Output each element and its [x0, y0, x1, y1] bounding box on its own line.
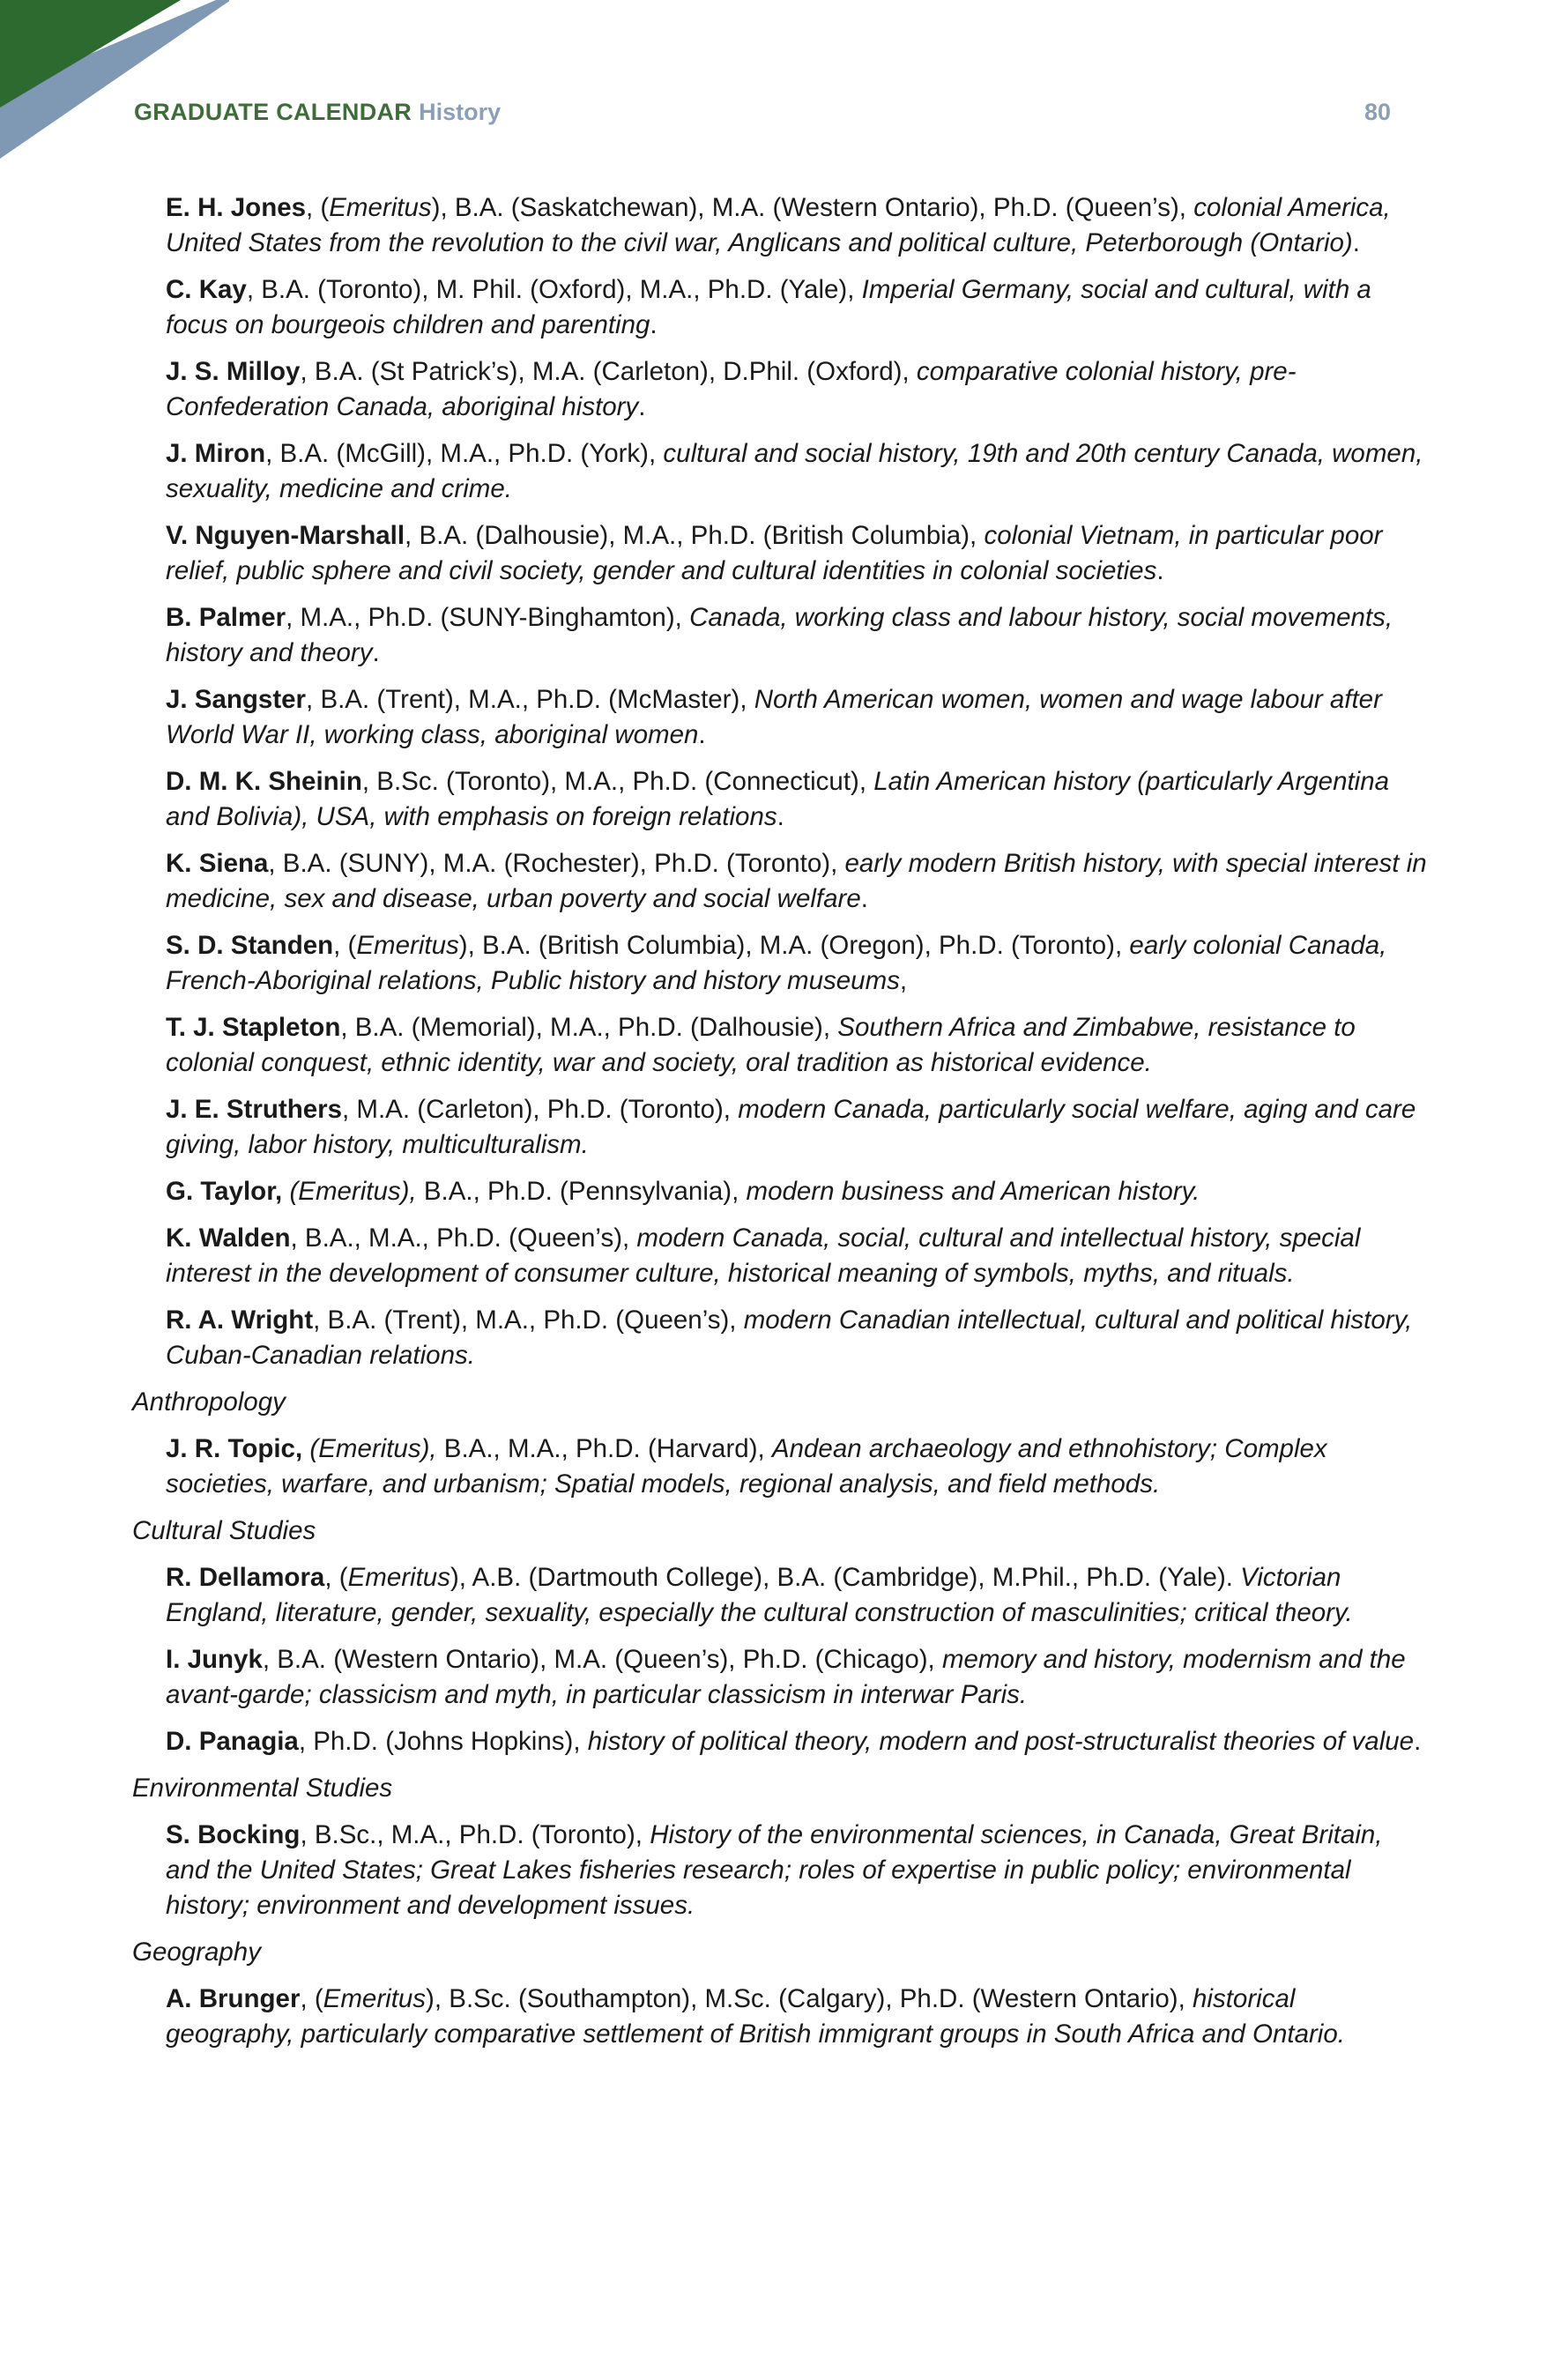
emeritus-label: Emeritus	[323, 1984, 427, 2013]
faculty-entry	[132, 1818, 1428, 1923]
research-interests: Canada, working class and labour history, social movements, history and theory	[166, 603, 1393, 667]
research-interests: early modern British history, with special interest in medicine, sex and disease, urban poverty and social welfare	[166, 849, 1427, 913]
research-interests: Latin American history (particularly Argentina and Bolivia), USA, with emphasis on foreign relations	[166, 767, 1390, 831]
emeritus-label: Emeritus	[356, 931, 459, 960]
research-interests: History of the environmental sciences, in Canada, Great Britain, and the United States; Great Lakes fisheries research; roles of expertise in public policy; environmental history; environment and development issues.	[166, 1820, 1383, 1920]
credentials-prefix: , (	[306, 193, 330, 222]
research-interests: Andean archaeology and ethnohistory; Complex societies, warfare, and urbanism; Spatial models, regional analysis, and field methods.	[166, 1434, 1327, 1499]
faculty-entry	[132, 272, 1428, 343]
faculty-name: V. Nguyen-Marshall	[166, 521, 405, 550]
faculty-name: I. Junyk	[166, 1645, 263, 1674]
research-interests: modern business and American history.	[746, 1177, 1200, 1206]
credentials: , B.A. (St Patrick’s), M.A. (Carleton), D.Phil. (Oxford),	[300, 357, 917, 386]
faculty-entry	[132, 436, 1428, 507]
credentials: , B.A. (Western Ontario), M.A. (Queen’s), Ph.D. (Chicago),	[262, 1645, 942, 1674]
faculty-name: B. Palmer	[166, 603, 286, 632]
research-interests: colonial America, United States from the revolution to the civil war, Anglicans and political culture, Peterborough (Ontario)	[166, 193, 1391, 257]
research-interests: historical geography, particularly comparative settlement of British immigrant groups in South Africa and Ontario.	[166, 1984, 1345, 2049]
faculty-entry	[132, 518, 1428, 589]
faculty-entry	[132, 1221, 1428, 1291]
credentials: , B.Sc., M.A., Ph.D. (Toronto),	[300, 1820, 650, 1849]
credentials: , B.A., M.A., Ph.D. (Queen’s),	[290, 1223, 637, 1253]
section-heading: Environmental Studies	[132, 1774, 393, 1803]
faculty-name: J. S. Milloy	[166, 357, 301, 386]
faculty-entry	[132, 190, 1428, 261]
faculty-entry	[132, 846, 1428, 917]
faculty-name: R. A. Wright	[166, 1305, 314, 1335]
credentials-prefix: , (	[300, 1984, 323, 2013]
research-interests: modern Canada, particularly social welfare, aging and care giving, labor history, multiculturalism.	[166, 1095, 1416, 1159]
faculty-entry	[132, 1642, 1428, 1713]
credentials: , B.A. (Trent), M.A., Ph.D. (Queen’s),	[313, 1305, 744, 1335]
faculty-name: T. J. Stapleton	[166, 1013, 341, 1042]
research-interests: modern Canada, social, cultural and intellectual history, special interest in the development of consumer culture, historical meaning of symbols, myths, and rituals.	[166, 1223, 1361, 1288]
faculty-entry	[132, 1432, 1428, 1502]
faculty-name: S. Bocking	[166, 1820, 301, 1849]
faculty-name: D. Panagia	[166, 1727, 299, 1756]
research-interests: early colonial Canada, French-Aboriginal relations, Public history and history museums	[166, 931, 1387, 995]
emeritus-label: Emeritus	[347, 1563, 450, 1592]
credentials: , M.A. (Carleton), Ph.D. (Toronto),	[342, 1095, 739, 1124]
credentials: , B.A. (Memorial), M.A., Ph.D. (Dalhousie),	[340, 1013, 838, 1042]
faculty-name: J. Miron	[166, 439, 266, 468]
research-interests: Southern Africa and Zimbabwe, resistance to colonial conquest, ethnic identity, war and society, oral tradition as historical evidence.	[166, 1013, 1356, 1077]
faculty-entry	[132, 1092, 1428, 1163]
faculty-entry	[132, 1560, 1428, 1631]
section-title: History	[419, 99, 502, 125]
page-number: 80	[1364, 99, 1391, 125]
faculty-entry	[132, 928, 1428, 999]
credentials: ), A.B. (Dartmouth College), B.A. (Cambridge), M.Phil., Ph.D. (Yale).	[450, 1563, 1241, 1592]
entry-end: ,	[899, 966, 908, 995]
credentials: , B.A. (SUNY), M.A. (Rochester), Ph.D. (Toronto),	[268, 849, 845, 878]
credentials: , Ph.D. (Johns Hopkins),	[298, 1727, 588, 1756]
credentials-prefix: , (	[333, 931, 357, 960]
faculty-entry	[132, 1724, 1428, 1759]
entry-end: .	[860, 884, 868, 913]
credentials: ), B.A. (British Columbia), M.A. (Oregon), Ph.D. (Toronto),	[458, 931, 1130, 960]
research-interests: colonial Vietnam, in particular poor relief, public sphere and civil society, gender and cultural identities in colonial societies	[166, 521, 1383, 585]
credentials: ), B.Sc. (Southampton), M.Sc. (Calgary), Ph.D. (Western Ontario),	[426, 1984, 1193, 2013]
section-heading: Anthropology	[132, 1387, 286, 1417]
research-interests: Victorian England, literature, gender, sexuality, especially the cultural construction of masculinities; critical theory.	[166, 1563, 1353, 1627]
credentials: , M.A., Ph.D. (SUNY-Binghamton),	[286, 603, 690, 632]
faculty-name: J. Sangster	[166, 685, 307, 714]
faculty-name: G. Taylor,	[166, 1177, 283, 1206]
faculty-entry	[132, 354, 1428, 425]
faculty-name: J. E. Struthers	[166, 1095, 343, 1124]
research-interests: memory and history, modernism and the avant-garde; classicism and myth, in particular classicism in interwar Paris.	[166, 1645, 1406, 1709]
faculty-entry	[132, 1174, 1428, 1209]
research-interests: Imperial Germany, social and cultural, with a focus on bourgeois children and parenting	[166, 275, 1371, 339]
faculty-name: K. Walden	[166, 1223, 291, 1253]
faculty-name: C. Kay	[166, 275, 247, 304]
credentials: , B.Sc. (Toronto), M.A., Ph.D. (Connecticut),	[361, 767, 874, 796]
faculty-name: D. M. K. Sheinin	[166, 767, 362, 796]
entry-end: .	[650, 310, 658, 339]
credentials: , B.A. (Toronto), M. Phil. (Oxford), M.A., Ph.D. (Yale),	[246, 275, 862, 304]
credentials: B.A., M.A., Ph.D. (Harvard),	[436, 1434, 772, 1463]
entry-end: .	[372, 638, 380, 667]
faculty-name: E. H. Jones	[166, 193, 307, 222]
faculty-name: K. Siena	[166, 849, 269, 878]
faculty-name: R. Dellamora	[166, 1563, 325, 1592]
faculty-name: S. D. Standen	[166, 931, 334, 960]
research-interests: comparative colonial history, pre-Confederation Canada, aboriginal history	[166, 357, 1297, 421]
credentials: ), B.A. (Saskatchewan), M.A. (Western Ontario), Ph.D. (Queen’s),	[431, 193, 1194, 222]
faculty-name: J. R. Topic,	[166, 1434, 303, 1463]
faculty-entry	[132, 600, 1428, 671]
credentials: B.A., Ph.D. (Pennsylvania),	[416, 1177, 747, 1206]
page-header	[134, 99, 1391, 134]
entry-end: .	[776, 802, 784, 831]
faculty-name: A. Brunger	[166, 1984, 301, 2013]
entry-end: .	[1352, 228, 1360, 257]
entry-end: .	[698, 720, 706, 749]
research-interests: cultural and social history, 19th and 20th century Canada, women, sexuality, medicine and crime.	[166, 439, 1423, 503]
calendar-title: GRADUATE CALENDAR	[134, 99, 412, 125]
credentials: , B.A. (Trent), M.A., Ph.D. (McMaster),	[306, 685, 754, 714]
faculty-entry	[132, 682, 1428, 753]
emeritus-label: (Emeritus),	[309, 1434, 437, 1463]
entry-end: .	[638, 392, 646, 421]
faculty-entry	[132, 1010, 1428, 1081]
credentials: , B.A. (McGill), M.A., Ph.D. (York),	[265, 439, 664, 468]
research-interests: history of political theory, modern and post-structuralist theories of value	[587, 1727, 1415, 1756]
credentials-prefix: , (	[324, 1563, 348, 1592]
credentials: , B.A. (Dalhousie), M.A., Ph.D. (British Columbia),	[405, 521, 985, 550]
research-interests: North American women, women and wage labour after World War II, working class, aboriginal women	[166, 685, 1382, 749]
faculty-entry	[132, 1982, 1428, 2052]
entry-end: .	[1414, 1727, 1422, 1756]
faculty-list	[132, 190, 1428, 2064]
faculty-entry	[132, 764, 1428, 835]
emeritus-label: Emeritus	[329, 193, 432, 222]
faculty-entry	[132, 1303, 1428, 1373]
section-heading: Geography	[132, 1937, 261, 1967]
section-heading: Cultural Studies	[132, 1516, 316, 1545]
corner-decoration	[0, 0, 229, 159]
emeritus-label: (Emeritus),	[289, 1177, 417, 1206]
research-interests: modern Canadian intellectual, cultural and political history, Cuban-Canadian relations.	[166, 1305, 1413, 1370]
entry-end: .	[1156, 556, 1164, 585]
